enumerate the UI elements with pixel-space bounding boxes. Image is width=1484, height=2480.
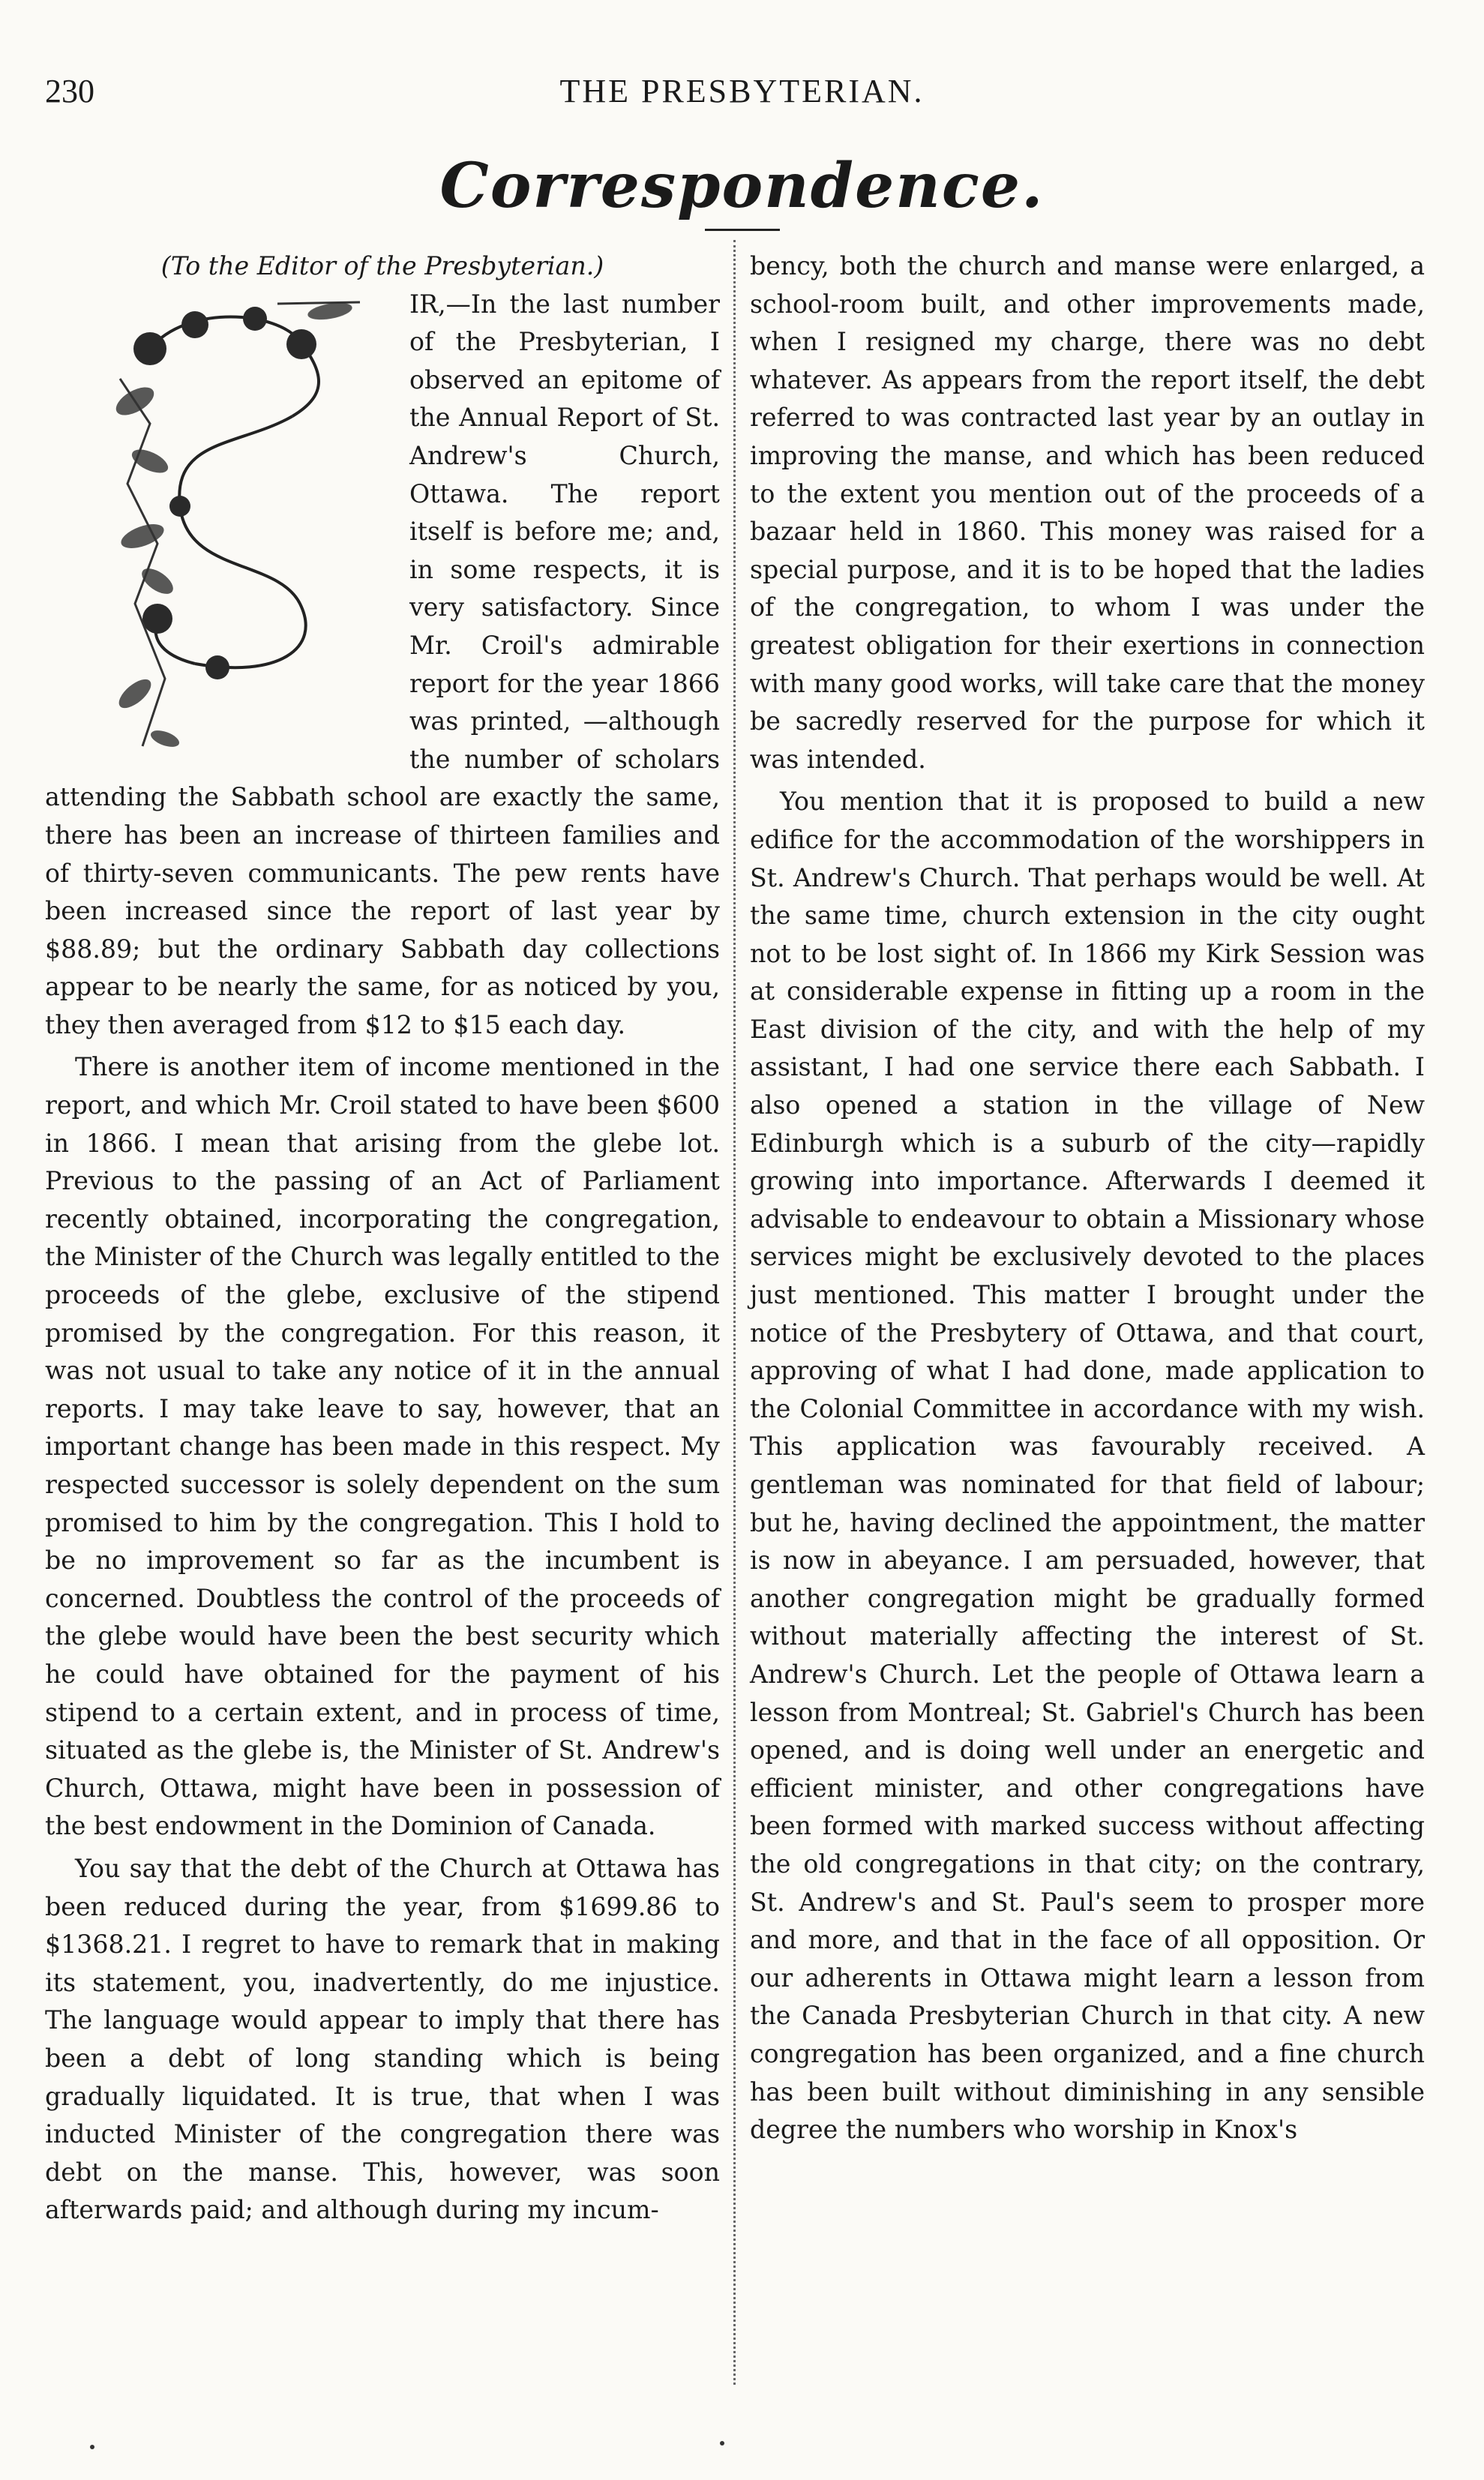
paragraph: You mention that it is proposed to build a new edifice for the accommodation of the worshippers in St. Andrew's Church. That perhaps would be well. At the same time, church extension in the city ought not to be lost sight of. In 1866 my Kirk Session was at considerable expense in fitting up a room in the East division of the city, and with the help of my assistant, I had one service there each Sabbath. I also opened a station in the village of New Edinburgh which is a suburb of the city—rapidly growing into importance. Afterwards I deemed it advisable to endeavour to obtain a Missionary whose services might be exclusively devoted to the places just mentioned. This matter I brought under the notice of the Presbytery of Ottawa, and that court, approving of what I had done, made application to the Colonial Committee in accordance with my wish. This application was favourably received. A gentleman was nominated for that field of labour; but he, having declined the appointment, the matter is now in abeyance. I am persuaded, however, that another congregation might be gradually formed without materially affecting the interest of St. Andrew's Church. Let the people of Ottawa learn a lesson from Montreal; St. Gabriel's Church has been opened, and is doing well under an energetic and efficient minister, and other congregations have been formed with marked success without affecting the old congregations in that city; on the contrary, St. Andrew's and St. Paul's seem to prosper more and more, and that in the face of all opposition. Or our adherents in Ottawa might learn a lesson from the Canada Presbyterian Church in that city. A new congregation has been organized, and a fine church has been built without diminishing in any sensible degree the numbers who worship in Knox's — [750, 787, 1425, 2145]
right-column — [750, 247, 1425, 2149]
paragraph: There is another item of income mentioned in the report, and which Mr. Croil stated to have been $600 in 1866. I mean that arising from the glebe lot. Previous to the passing of an Act of Parliament recently obtained, incorporating the congregation, the Minister of the Church was legally entitled to the proceeds of the glebe, exclusive of the stipend promised by the congregation. For this reason, it was not usual to take any notice of it in the annual reports. I may take leave to say, however, that an important change has been made in this respect. My respected successor is solely dependent on the sum promised to him by the congregation. This I hold to be no improvement so far as the incumbent is concerned. Doubtless the control of the proceeds of the glebe would have been the best security which he could have obtained for the payment of his stipend to a certain extent, and in process of time, situated as the glebe is, the Minister of St. Andrew's Church, Ottawa, might have been in possession of the best endowment in the Dominion of Canada. — [45, 1052, 720, 1841]
paragraph: You say that the debt of the Church at Ottawa has been reduced during the year, from $1699.86 to $1368.21. I regret to have to remark that in making its statement, you, inadvertently, do me injustice. The language would appear to imply that there has been a debt of long standing which is being gradually liquidated. It is true, that when I was inducted Minister of the congregation there was debt on the manse. This, however, was soon afterwards paid; and although during my incum- — [45, 1853, 720, 2225]
ornamental-drop-cap — [105, 289, 390, 754]
page-header — [0, 72, 1484, 117]
floral-s-ornament-icon — [105, 289, 390, 754]
paragraph: bency, both the church and manse were enlarged, a school-room built, and other improvements made, when I resigned my charge, there was no debt whatever. As appears from the report itself, the debt referred to was contracted last year by an outlay in improving the manse, and which has been reduced to the extent you mention out of the proceeds of a bazaar held in 1860. This money was raised for a special purpose, and it is to be hoped that the ladies of the congregation, to whom I was under the greatest obligation for their exertions in connection with many good works, will take care that the money be sacredly reserved for the purpose for which it was intended. — [750, 251, 1425, 774]
print-speck — [720, 2441, 724, 2446]
page-number: 230 — [45, 73, 94, 109]
paragraph: IR,—In the last number of the Presbyterian, I observed an epitome of the Annual Report of St. Andrew's Church, Ottawa. The report itself is before me; and, in some respects, it is very satisfactory. Since Mr. Croil's admirable report for the year 1866 was printed, —although the number of scholars attending the Sabbath school are exactly the same, there has been an increase of thirteen families and of thirty-seven communicants. The pew rents have been increased since the report of last year by $88.89; but the ordinary Sabbath day collections appear to be nearly the same, for as noticed by you, they then averaged from $12 to $15 each day. — [45, 289, 720, 1039]
addressed-to: (To the Editor of the Presbyterian.) — [160, 251, 604, 280]
print-speck — [90, 2445, 94, 2449]
left-column — [45, 247, 720, 2230]
title-rule — [705, 229, 780, 231]
running-title: THE PRESBYTERIAN. — [559, 73, 925, 109]
section-title: Correspondence. — [439, 150, 1045, 222]
column-divider — [733, 240, 736, 2385]
